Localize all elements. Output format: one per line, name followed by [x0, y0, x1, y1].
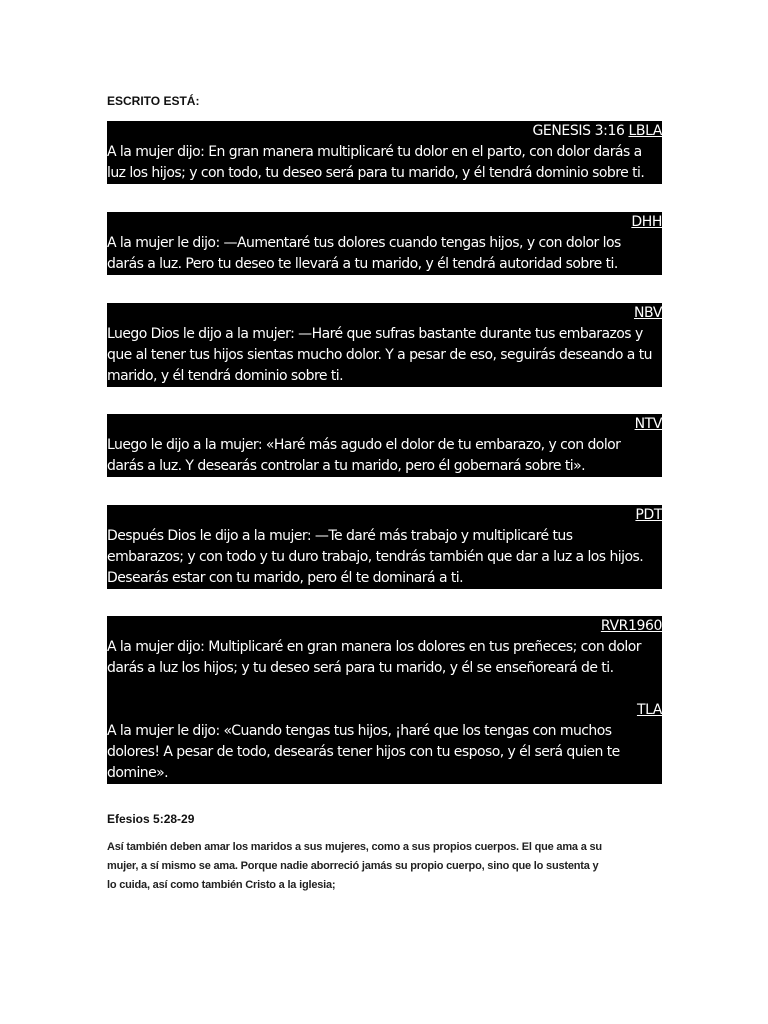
version-line	[107, 212, 662, 233]
version-line	[107, 700, 662, 721]
version-line	[107, 121, 662, 142]
spacer	[107, 679, 662, 700]
version-link-dhh[interactable]: DHH	[631, 214, 662, 230]
verse-line: que al tener tus hijos sientas mucho dolor. Y a pesar de eso, seguirás deseando a tu	[107, 347, 652, 363]
verse-line: Luego le dijo a la mujer: «Haré más agudo el dolor de tu embarazo, y con dolor	[107, 437, 621, 453]
version-line	[107, 616, 662, 637]
verse-line: dolores! A pesar de todo, desearás tener hijos con tu esposo, y él será quien te	[107, 744, 620, 760]
verse-line: A la mujer le dijo: —Aumentaré tus dolores cuando tengas hijos, y con dolor los	[107, 235, 621, 251]
verse-line: darás a luz los hijos; y tu deseo será para tu marido, y él se enseñoreará de ti.	[107, 660, 614, 676]
verse-line: Luego Dios le dijo a la mujer: —Haré que sufras bastante durante tus embarazos y	[107, 326, 643, 342]
verse-line: A la mujer le dijo: «Cuando tengas tus hijos, ¡haré que los tengas con muchos	[107, 723, 612, 739]
verse-line: marido, y él tendrá dominio sobre ti.	[107, 368, 344, 384]
passage-reference: Efesios 5:28-29	[107, 812, 195, 826]
passage-line: mujer, a sí mismo se ama. Porque nadie aborreció jamás su propio cuerpo, sino que lo sustenta y	[107, 860, 599, 872]
version-link-rvr1960[interactable]: RVR1960	[600, 618, 662, 634]
verse-line: luz los hijos; y con todo, tu deseo será para tu marido, y él tendrá dominio sobre ti.	[107, 165, 645, 181]
verse-line: embarazos; y con todo y tu duro trabajo, tendrás también que dar a luz a los hijos.	[107, 549, 644, 565]
verse-line: domine».	[107, 765, 169, 781]
version-link-nbv[interactable]: NBV	[633, 305, 662, 321]
passage-line: lo cuida, así como también Cristo a la iglesia;	[107, 879, 336, 891]
version-link-tla[interactable]: TLA	[636, 702, 662, 718]
version-link-lbla[interactable]: LBLA	[628, 123, 662, 139]
passage-text	[107, 838, 667, 895]
passage-line: Así también deben amar los maridos a sus mujeres, como a sus propios cuerpos. El que ama a su	[107, 841, 602, 853]
verse-block-rvr1960-tla	[107, 616, 662, 784]
verse-line: darás a luz. Pero tu deseo te llevará a tu marido, y él tendrá autoridad sobre ti.	[107, 256, 618, 272]
version-link-ntv[interactable]: NTV	[634, 416, 662, 432]
verse-line: Desearás estar con tu marido, pero él te dominará a ti.	[107, 570, 464, 586]
version-link-pdt[interactable]: PDT	[635, 507, 662, 523]
version-line	[107, 414, 662, 435]
verse-line: Después Dios le dijo a la mujer: —Te daré más trabajo y multiplicaré tus	[107, 528, 573, 544]
verse-block-ntv	[107, 414, 662, 477]
verse-block-pdt	[107, 505, 662, 589]
verse-block-lbla	[107, 121, 662, 184]
page-heading: ESCRITO ESTÁ:	[107, 94, 200, 108]
verse-reference: GENESIS 3:16	[532, 123, 625, 139]
version-line	[107, 505, 662, 526]
verse-block-dhh	[107, 212, 662, 275]
version-line	[107, 303, 662, 324]
verse-line: A la mujer dijo: En gran manera multiplicaré tu dolor en el parto, con dolor darás a	[107, 144, 642, 160]
verse-line: darás a luz. Y desearás controlar a tu marido, pero él gobernará sobre ti».	[107, 458, 586, 474]
verse-line: A la mujer dijo: Multiplicaré en gran manera los dolores en tus preñeces; con dolor	[107, 639, 641, 655]
verse-block-nbv	[107, 303, 662, 387]
